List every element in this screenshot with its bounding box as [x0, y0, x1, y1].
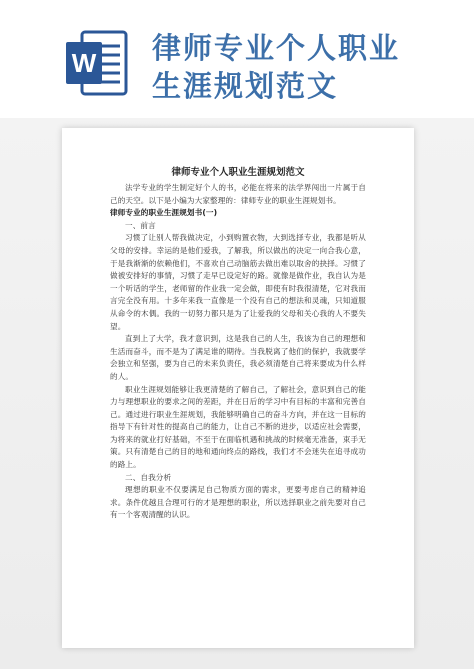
intro-paragraph: 法学专业的学生制定好个人的书，必能在将来的法学界闯出一片属于自己的天空。以下是小编为大家整理的：律师专业的职业生涯规划书。 — [110, 183, 366, 205]
page-title-line1: 律师专业个人职业 — [152, 31, 401, 65]
page-fade-overlay — [62, 578, 414, 648]
paragraph-3: 职业生涯规划能够让我更清楚的了解自己，了解社会，意识到自己的能力与理想职业的要求之间的差距，并在日后的学习中有目标的丰富和完善自己。通过进行职业生涯规划，我能够明确自己的奋斗方向，并在这一目标的指导下有针对性的提高自己的能力，让自己不断的进步，以适应社会需要，为将来的就业打好基础，不至于在面临机遇和挑战的时候毫无准备，束手无策。只有清楚自己的目的地和通向终点的路线，我们才不会迷失在追寻成功的路上。 — [110, 384, 366, 470]
svg-text:W: W — [71, 48, 97, 78]
page-header — [0, 0, 474, 118]
page-title-line2: 生涯规划范文 — [152, 69, 339, 103]
paragraph-1: 习惯了让别人帮我做决定，小到购置衣物，大到选择专业，我都是听从父母的安排。幸运的是他们爱我，了解我，所以做出的决定一向合我心意，于是我渐渐的依赖他们，不喜欢自己动脑筋去做出难以取舍的抉择。习惯了做被安排好的事情，习惯了走早已设定好的路。就像是做作业，我自认为是一个听话的学生，老师留的作业我一定会做，即使有时我很清楚，它对我而言完全没有用。十多年来我一直像是一个没有自己的想法和灵魂，只知道服从命令的木偶。我的一切努力都只是为了让爱我的父母和关心我的人不要失望。 — [110, 233, 366, 331]
paragraph-2: 直到上了大学，我才意识到，这是我自己的人生，我该为自己的理想和生活而奋斗，而不是为了满足谁的期待。当我脱离了他们的保护，我就要学会独立和坚强，要为自己的未来负责任，我必须清楚自己将来要成为什么样的人。 — [110, 334, 366, 381]
document-title: 律师专业个人职业生涯规划范文 — [171, 167, 305, 178]
word-document-icon — [62, 28, 132, 98]
document-page — [62, 128, 414, 648]
document-body — [110, 182, 366, 522]
section-heading: 律师专业的职业生涯规划书(一) — [110, 208, 218, 218]
self-analysis-heading: 二、自我分析 — [125, 472, 172, 482]
preface-heading: 一、前言 — [125, 220, 156, 230]
paragraph-4: 理想的职业不仅要满足自己物质方面的需求，更要考虑自己的精神追求。条件优越且合理可行的才是理想的职业，所以选择职业之前先要对自己有一个客观清醒的认识。 — [110, 485, 366, 520]
